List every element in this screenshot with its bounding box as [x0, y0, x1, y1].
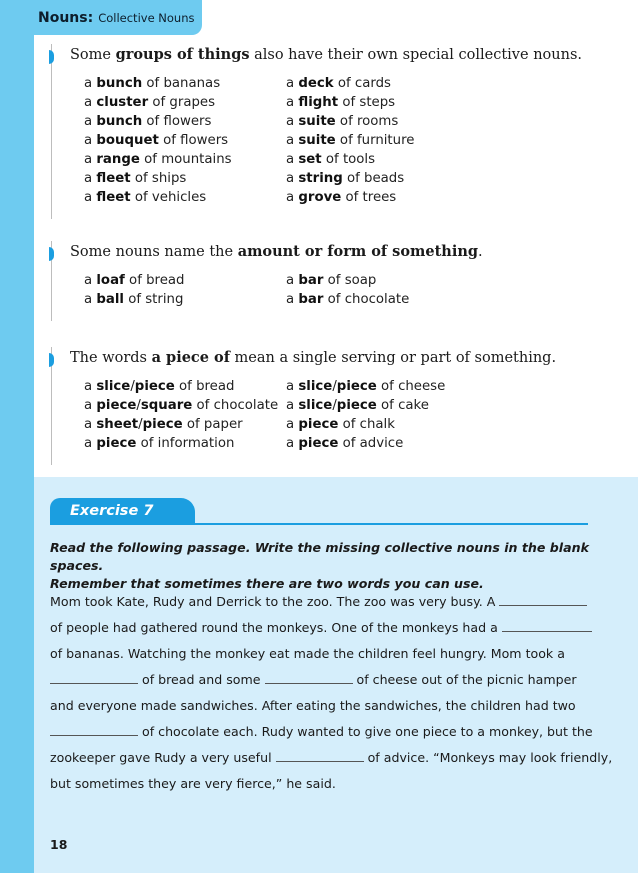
exercise-divider	[50, 523, 588, 525]
phrase-item: a bar of soap	[286, 273, 377, 288]
phrase-item: a bar of chocolate	[286, 292, 410, 307]
section-amount	[51, 241, 488, 321]
passage-line: of chocolate each. Rudy wanted to give one piece to a monkey, but the	[50, 719, 610, 745]
exercise-passage	[50, 589, 613, 797]
phrase-item: a piece of advice	[286, 436, 404, 451]
answer-blank[interactable]	[499, 591, 587, 606]
phrase-columns	[52, 271, 488, 309]
phrase-column-right	[286, 271, 488, 309]
phrase-item: a flight of steps	[286, 95, 396, 110]
phrase-item: a bunch of bananas	[84, 76, 221, 91]
phrase-item: a loaf of bread	[84, 273, 185, 288]
phrase-item: a range of mountains	[84, 152, 232, 167]
answer-blank[interactable]	[50, 721, 138, 736]
phrase-column-right	[286, 377, 488, 453]
header-tab	[0, 0, 202, 35]
exercise-panel	[34, 477, 638, 873]
phrase-columns	[52, 377, 556, 453]
passage-line: of bread and some of cheese out of the picnic hamper	[50, 667, 610, 693]
phrase-columns	[52, 74, 582, 207]
answer-blank[interactable]	[265, 669, 353, 684]
phrase-item: a bunch of flowers	[84, 114, 212, 129]
phrase-column-right	[286, 74, 488, 207]
exercise-instructions	[50, 539, 610, 593]
phrase-item: a slice/piece of cheese	[286, 379, 446, 394]
phrase-item: a cluster of grapes	[84, 95, 216, 110]
phrase-item: a fleet of vehicles	[84, 190, 207, 205]
phrase-item: a suite of furniture	[286, 133, 415, 148]
passage-line: and everyone made sandwiches. After eating the sandwiches, the children had two	[50, 698, 576, 713]
passage-line: of bananas. Watching the monkey eat made the children feel hungry. Mom took a	[50, 646, 565, 661]
phrase-item: a sheet/piece of paper	[84, 417, 243, 432]
phrase-item: a piece of information	[84, 436, 235, 451]
passage-line: zookeeper gave Rudy a very useful of advice. “Monkeys may look friendly,	[50, 745, 610, 771]
phrase-item: a bouquet of flowers	[84, 133, 229, 148]
instructions-line-1: Read the following passage. Write the missing collective nouns in the blank spaces.	[50, 540, 589, 573]
section-intro: Some nouns name the amount or form of something.	[70, 243, 483, 260]
phrase-column-left	[84, 271, 286, 309]
phrase-item: a slice/piece of bread	[84, 379, 235, 394]
phrase-item: a slice/piece of cake	[286, 398, 429, 413]
side-strip	[0, 0, 34, 873]
passage-line: but sometimes they are very fierce,” he said.	[50, 776, 336, 791]
instructions-line-2: Remember that sometimes there are two words you can use.	[50, 576, 484, 591]
phrase-item: a ball of string	[84, 292, 184, 307]
phrase-column-left	[84, 377, 286, 453]
header-title-rest: Collective Nouns	[98, 10, 195, 25]
header-title-bold: Nouns:	[38, 9, 94, 26]
phrase-item: a string of beads	[286, 171, 405, 186]
passage-line: of people had gathered round the monkeys. One of the monkeys had a	[50, 615, 610, 641]
answer-blank[interactable]	[50, 669, 138, 684]
answer-blank[interactable]	[502, 617, 592, 632]
phrase-item: a piece of chalk	[286, 417, 395, 432]
section-intro: Some groups of things also have their own special collective nouns.	[70, 46, 582, 63]
exercise-tab: Exercise 7	[50, 498, 195, 524]
answer-blank[interactable]	[276, 747, 364, 762]
passage-line: Mom took Kate, Rudy and Derrick to the zoo. The zoo was very busy. A	[50, 589, 610, 615]
section-piece-of	[51, 347, 556, 465]
phrase-item: a fleet of ships	[84, 171, 187, 186]
phrase-item: a grove of trees	[286, 190, 397, 205]
page-number: 18	[50, 837, 68, 852]
phrase-item: a piece/square of chocolate	[84, 398, 279, 413]
phrase-item: a deck of cards	[286, 76, 391, 91]
phrase-item: a suite of rooms	[286, 114, 399, 129]
phrase-column-left	[84, 74, 286, 207]
phrase-item: a set of tools	[286, 152, 376, 167]
section-intro: The words a piece of mean a single serving or part of something.	[70, 349, 557, 366]
section-groups	[51, 44, 582, 219]
